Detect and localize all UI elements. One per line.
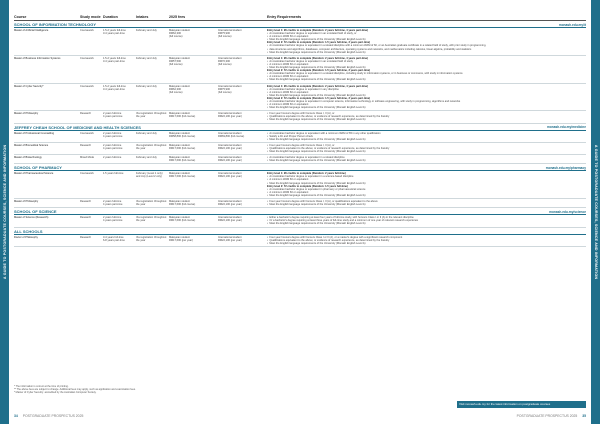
fee-malaysian xyxy=(169,144,218,153)
requirement-line: • Meet the English language requirements of the University (Monash English Level A) xyxy=(267,51,584,54)
course-name: Doctor of Philosophy xyxy=(14,235,38,239)
fee-malaysian xyxy=(169,85,218,110)
intakes xyxy=(136,236,169,245)
page-number-left: 34 xyxy=(14,414,18,418)
fee-line: Malaysian student xyxy=(169,143,190,147)
entry-requirements xyxy=(267,236,586,245)
duration-line: 1.5-2 years full-time xyxy=(103,56,126,60)
entry-requirements xyxy=(267,57,586,82)
fee-line: International student xyxy=(218,29,242,32)
study-mode: Coursework xyxy=(80,29,94,32)
duration-line: 2 years full-time xyxy=(103,216,122,220)
intake-line: February and July xyxy=(136,131,157,135)
study-mode: Coursework xyxy=(80,56,94,60)
fee-line: Malaysian student xyxy=(169,131,190,135)
fee-line: RM17,600 (full course) xyxy=(169,146,196,150)
requirement-line: • Meet the English language requirements of the University (Monash English Level A) xyxy=(267,242,584,245)
intakes xyxy=(136,200,169,206)
fee-line: International student xyxy=(218,131,242,135)
fee-line: RM22,100 (per year) xyxy=(218,146,242,150)
requirement-line: • Or a bachelor's degree requiring at least three years of full-time study and a minimum of one year of relevant research experience xyxy=(267,219,584,222)
entry-requirements xyxy=(267,216,586,225)
section-title: SCHOOL OF INFORMATION TECHNOLOGY xyxy=(14,22,97,27)
fee-malaysian xyxy=(169,172,218,197)
fee-line: International student xyxy=(218,216,242,220)
requirement-line: • An Australian bachelor degree or equivalent in an unrelated field of study xyxy=(267,60,584,63)
duration-line: 3-4 years full-time xyxy=(103,235,124,239)
course-name: Master of Biotechnology xyxy=(14,156,42,160)
column-header-intakes: Intakes xyxy=(136,15,149,19)
requirement-line: • Satisfy a Fit and Proper Person check xyxy=(267,135,584,138)
requirement-line: • Four-year honours degree with honours Class I, II (A), or qualifications equivalent to the above xyxy=(267,200,584,203)
fee-international xyxy=(218,144,267,153)
entry-requirements xyxy=(267,172,586,197)
fee-malaysian xyxy=(169,200,218,206)
duration-line: 3-4 years part-time xyxy=(103,59,125,63)
fee-line: International student xyxy=(218,156,242,160)
column-header-study-mode: Study mode xyxy=(80,15,101,19)
course-row xyxy=(14,143,586,155)
course-row xyxy=(14,215,586,227)
right-side-strip xyxy=(591,0,600,424)
duration xyxy=(103,236,136,245)
fee-line: Malaysian student xyxy=(169,235,190,239)
duration-line: 1.5-2 years full-time xyxy=(103,84,126,88)
requirement-line: Entry level 1: 96 credits to complete (Duration: 2 years full-time, 4 years part-time) xyxy=(267,84,368,88)
course-name: Master of Cyber Security* xyxy=(14,84,44,88)
fee-line: International student xyxy=(218,200,242,204)
requirement-line: • Meet the English language requirements of the University (Monash English Level A) xyxy=(267,203,584,206)
fee-line: (full course) xyxy=(169,62,183,66)
study-mode: Coursework xyxy=(80,84,94,88)
course-row xyxy=(14,56,586,84)
requirement-line: • A minimum WAM 60 or equivalent xyxy=(267,103,584,106)
requirement-line: • An Australian bachelor degree or equivalent in a science-based discipline xyxy=(267,175,584,178)
course-name: Master of Science (Research) xyxy=(14,216,49,220)
fee-line: Malaysian student xyxy=(169,56,190,60)
intake-line: Via registration throughout the year xyxy=(136,216,167,223)
duration xyxy=(103,144,136,153)
fee-line: International student xyxy=(218,56,242,60)
requirement-line: • An Australian bachelor degree or equivalent with a minimum WAM of 65 in any other qualification xyxy=(267,132,584,135)
requirement-line: • An Australian bachelor degree or equivalent in any discipline xyxy=(267,88,584,91)
fee-line: RM22,100 (per year) xyxy=(218,203,242,207)
page-number-right: 35 xyxy=(582,414,586,418)
requirement-line: • An Australian bachelor degree or equivalent in a related discipline with a minimum WAM of 60, or an Australian graduate certificate in a related field of study, with prior study in programming, xyxy=(267,44,584,47)
duration xyxy=(103,57,136,82)
course-row xyxy=(14,171,586,199)
requirement-line: • A minimum WAM 60 or equivalent xyxy=(267,191,584,194)
fee-malaysian xyxy=(169,57,218,82)
fee-international xyxy=(218,57,267,82)
sections-container xyxy=(14,22,586,247)
fee-line: Malaysian student xyxy=(169,29,190,32)
duration-line: 6-8 years part-time xyxy=(103,238,125,242)
visit-website-banner[interactable]: Visit monash.edu.my for the latest information on postgraduate courses xyxy=(457,401,586,408)
requirement-line: • Meet the English language requirements of the University (Monash English Level A) xyxy=(267,222,584,225)
intakes xyxy=(136,216,169,225)
course-name: Master of Pharmaceutical Science xyxy=(14,172,54,176)
duration xyxy=(103,172,136,197)
study-mode: Mixed Mode xyxy=(80,156,95,160)
left-side-strip xyxy=(0,0,9,424)
fee-line: Malaysian student xyxy=(169,84,190,88)
footer-left-text: POSTGRADUATE PROSPECTUS 2025 xyxy=(22,414,84,418)
section-title: SCHOOL OF SCIENCE xyxy=(14,209,57,215)
requirement-line: • Meet the English language requirements of the University (Monash English Level A) xyxy=(267,66,584,69)
fee-malaysian xyxy=(169,132,218,141)
course-table xyxy=(14,14,586,409)
requirement-line: Entry level 1: 96 credits to complete (Duration: 2 years full-time) xyxy=(267,172,346,176)
study-mode: Research xyxy=(80,112,92,116)
requirement-line: • Meet the English language requirements of the University (Monash English Level A) xyxy=(267,118,584,121)
requirement-line: • An Australian bachelor degree or equivalent in pharmacy or pharmaceutical science xyxy=(267,188,584,191)
fee-line: Malaysian student xyxy=(169,156,190,160)
footer-right-text: POSTGRADUATE PROSPECTUS 2025 xyxy=(516,414,578,418)
duration-line: 4 years part-time xyxy=(103,146,123,150)
course-name: Master of Artificial Intelligence xyxy=(14,29,49,32)
duration xyxy=(103,29,136,54)
intakes xyxy=(136,85,169,110)
fee-line: RM70,300 xyxy=(218,59,230,63)
requirement-line: Entry level 2: 72 credits to complete (Duration: 1.5 years full-time, 3 years part-time) xyxy=(267,96,371,100)
intake-line: Via registration throughout the year xyxy=(136,143,167,150)
requirement-line: • Meet the English language requirements of the University (Monash English Level A) xyxy=(267,182,584,185)
column-header-fees: 2025 fees xyxy=(169,15,186,19)
requirement-line: • Meet the English language requirements of the University (Monash English Level A) xyxy=(267,38,584,41)
intake-line: Via registration throughout the year xyxy=(136,112,167,119)
fee-international xyxy=(218,132,267,141)
section-link[interactable]: monash.edu.my/pharmacy xyxy=(545,165,586,170)
requirement-line: • Four-year honours degree with honours Class I or II (A), or a master's degree with a significant research component xyxy=(267,236,584,239)
fee-line: RM22,100 (per year) xyxy=(218,238,242,242)
requirement-line: • Meet the English language requirements of the University (Monash English Level A) xyxy=(267,194,584,197)
requirement-line: Entry level 1: 96 credits to complete (Duration: 2 years full-time, 4 years part-time) xyxy=(267,56,368,60)
intake-line: February and July xyxy=(136,84,157,88)
column-header-course: Course xyxy=(14,15,27,19)
fee-line: RM17,600 (full course) xyxy=(169,219,196,223)
section-title: JEFFREY CHEAH SCHOOL OF MEDICINE AND HEALTH SCIENCES xyxy=(14,124,141,130)
requirement-line: • Meet the English language requirements of the University (Monash English Level A) xyxy=(267,159,584,162)
fee-line: (full course) xyxy=(218,35,232,39)
fee-line: RM17,600 (full course) xyxy=(169,159,196,163)
footer-left xyxy=(14,414,83,418)
entry-requirements xyxy=(267,200,586,206)
left-side-label: A GUIDE TO POSTGRADUATE COURSES, SCIENCE AND INFORMATION xyxy=(2,144,7,280)
fee-international xyxy=(218,156,267,162)
course-name: Master of Biomedical Science xyxy=(14,143,49,147)
course-row xyxy=(14,111,586,123)
requirement-line: Entry level 2: 72 credits to complete (Duration: 1.5 years full-time, 3 years part-time) xyxy=(267,69,371,73)
requirement-line: • Qualifications equivalent to the above; or evidence of research experience, as determined by the Faculty xyxy=(267,115,584,118)
entry-requirements xyxy=(267,144,586,153)
intake-line: February and July xyxy=(136,56,157,60)
duration-line: 2 years full-time xyxy=(103,143,122,147)
fee-line: RM17,600 (full course) xyxy=(169,115,196,119)
fee-malaysian xyxy=(169,112,218,121)
footnote: * The information is correct at the time of printing. xyxy=(14,385,69,388)
intakes xyxy=(136,132,169,141)
right-side-label: A GUIDE TO POSTGRADUATE COURSES, SCIENCE AND INFORMATION xyxy=(593,144,598,280)
duration-line: 1.5 years full-time xyxy=(103,172,124,176)
fee-international xyxy=(218,200,267,206)
fee-line: International student xyxy=(218,235,242,239)
entry-requirements xyxy=(267,156,586,162)
footnote: * Master of Cyber Security: accredited by the Australian Computer Society. xyxy=(14,391,97,395)
duration-line: 3-4 years part-time xyxy=(103,87,125,91)
fee-international xyxy=(218,172,267,197)
entry-requirements xyxy=(267,112,586,121)
fee-line: (full course) xyxy=(218,62,232,66)
duration-line: 2 years full-time xyxy=(103,131,122,135)
intakes xyxy=(136,172,169,197)
entry-requirements xyxy=(267,132,586,141)
study-mode: Research xyxy=(80,200,92,204)
fee-line: RM17,600 (full course) xyxy=(169,175,196,179)
intakes xyxy=(136,29,169,54)
course-name: Master of Philosophy xyxy=(14,200,39,204)
duration-line: 2 years full-time xyxy=(103,156,122,160)
intakes xyxy=(136,144,169,153)
entry-requirements xyxy=(267,29,586,54)
fee-line: RM22,100 (per year) xyxy=(218,115,242,119)
section-title: ALL SCHOOLS xyxy=(14,228,43,234)
duration xyxy=(103,85,136,110)
section-link[interactable]: monash.edu.my/it xyxy=(558,22,586,27)
course-name: Master of Professional Counselling xyxy=(14,131,55,135)
intake-line: Via registration throughout the year xyxy=(136,200,167,207)
requirement-line: • Four-year honours degree with honours Class I, II (A), or xyxy=(267,144,584,147)
fee-line: International student xyxy=(218,84,242,88)
intakes xyxy=(136,112,169,121)
fee-line: (full course) xyxy=(218,90,232,94)
duration xyxy=(103,216,136,225)
requirement-line: • A minimum WAM 60 or equivalent xyxy=(267,63,584,66)
duration xyxy=(103,200,136,206)
fee-line: RM22,100 (per year) xyxy=(218,219,242,223)
study-mode: Research xyxy=(80,143,92,147)
requirement-line: • A minimum WAM 60 or equivalent xyxy=(267,91,584,94)
course-name: Master of Business Information Systems xyxy=(14,56,61,60)
duration xyxy=(103,112,136,121)
requirement-line: • A minimum WAM 60 or equivalent xyxy=(267,75,584,78)
intake-line: February and July xyxy=(136,156,157,160)
duration-line: 4 years part-time xyxy=(103,203,123,207)
section-title: SCHOOL OF PHARMACY xyxy=(14,165,62,171)
fee-malaysian xyxy=(169,236,218,245)
fee-international xyxy=(218,216,267,225)
study-mode: Coursework xyxy=(80,172,94,176)
requirement-line: • Meet the English language requirements of the University (Monash English Level A) xyxy=(267,78,584,81)
column-header-row xyxy=(14,14,586,21)
requirement-line: Entry level 2: 72 credits to complete (Duration: 1.5 years full-time) xyxy=(267,184,348,188)
course-row xyxy=(14,235,586,247)
fee-line: RM62,300 xyxy=(169,32,181,36)
requirement-line: • Four-year honours degree with honours Class I, II (A), or xyxy=(267,112,584,115)
fee-line: RM22,100 (per year) xyxy=(218,175,242,179)
intake-line: Via registration throughout the year xyxy=(136,235,167,242)
requirement-line: Entry level 2: 72 credits to complete (Duration: 1.5 years full-time, 3 years part-time) xyxy=(267,41,371,45)
requirement-line: • An Australian bachelor degree or equivalent in an unrelated field of study, or xyxy=(267,32,584,35)
requirement-line: • Meet the English language requirements of the University (Monash English Level A) xyxy=(267,94,584,97)
column-header-entry-requirements: Entry Requirements xyxy=(267,15,302,19)
requirement-line: • An Australian bachelor degree or equivalent in a related discipline xyxy=(267,156,584,159)
requirement-line: • Meet the English language requirements of the University (Monash English Level A) xyxy=(267,106,584,109)
fee-line: (full course) xyxy=(169,90,183,94)
fee-malaysian xyxy=(169,216,218,225)
requirement-line: • data structures and algorithms, databases, computer architecture, operating systems and networks, and mathematics including calculus, linear algebra, probability and statistics xyxy=(267,48,584,51)
duration-line: 4 years part-time xyxy=(103,219,123,223)
requirement-line: • A minimum WAM 60 or equivalent xyxy=(267,178,584,181)
duration-line: 4 years part-time xyxy=(103,134,123,138)
requirement-line: • Meet the English language requirements of the University (Monash English Level A) xyxy=(267,150,584,153)
course-row xyxy=(14,131,586,143)
column-header-duration: Duration xyxy=(103,15,118,19)
fee-line: RM75,900 xyxy=(218,32,230,36)
study-mode: Research xyxy=(80,235,92,239)
requirement-line: • A minimum WAM 60 or equivalent xyxy=(267,35,584,38)
requirement-line: • Meet the English language requirements of the University (Monash English Level A) xyxy=(267,138,584,141)
fee-international xyxy=(218,85,267,110)
fee-line: (full course) xyxy=(169,35,183,39)
fee-line: RM57,500 xyxy=(169,59,181,63)
section-link[interactable]: monash.edu.my/medicine xyxy=(547,125,586,130)
fee-line: Malaysian student xyxy=(169,216,190,220)
footer-right xyxy=(517,414,586,418)
duration xyxy=(103,156,136,162)
fee-international xyxy=(218,112,267,121)
fee-international xyxy=(218,236,267,245)
requirement-line: Entry level 1: 96 credits to complete (Duration: 2 years full-time, 4 years part-time) xyxy=(267,29,368,32)
fee-line: International student xyxy=(218,112,242,116)
section-link[interactable]: monash.edu.my/science xyxy=(549,209,586,214)
fee-line: Malaysian student xyxy=(169,172,190,176)
footnote: ** The above fees are subject to change. Additional fees may apply, such as application and examination fees. xyxy=(14,388,136,392)
intake-line: February and July xyxy=(136,29,157,32)
fee-line: RM75,900 xyxy=(218,87,230,91)
course-name: Master of Philosophy xyxy=(14,112,39,116)
duration-line: 2 years full-time xyxy=(103,200,122,204)
duration-line: 2 years full-time xyxy=(103,112,122,116)
fee-line: RM62,300 xyxy=(169,87,181,91)
study-mode: Research xyxy=(80,216,92,220)
fee-malaysian xyxy=(169,156,218,162)
requirement-line: • An Australian bachelor degree or equivalent in computer science, information technology or software engineering, with study in programming, algorithms and networks xyxy=(267,100,584,103)
requirement-line: • Either a bachelor's degree requiring at least four years of full-time study, with honours Class I or II (A) in the relevant discipline xyxy=(267,216,584,219)
course-row xyxy=(14,84,586,112)
duration-line: 1.5-2 years full-time xyxy=(103,29,126,32)
duration-line: 3-4 years part-time xyxy=(103,32,125,36)
requirement-line: • Qualifications equivalent to the above; or evidence of research experience, as determined by the Faculty xyxy=(267,239,584,242)
footnotes xyxy=(14,385,454,394)
intakes xyxy=(136,57,169,82)
entry-requirements xyxy=(267,85,586,110)
course-row xyxy=(14,155,586,164)
fee-line: RM17,600 (full course) xyxy=(169,203,196,207)
fee-line: RM69,800 (full course) xyxy=(218,134,245,138)
fee-international xyxy=(218,29,267,54)
fee-line: International student xyxy=(218,143,242,147)
fee-malaysian xyxy=(169,29,218,54)
duration-line: 4 years part-time xyxy=(103,115,123,119)
fee-line: RM58,800 (full course) xyxy=(169,134,196,138)
intake-line: and July (Level 2 only) xyxy=(136,175,162,179)
requirement-line: • An Australian bachelor degree or equivalent in a related discipline, including study in information systems, or in business or commerce, with study in information systems xyxy=(267,72,584,75)
intakes xyxy=(136,156,169,162)
fee-line: RM22,100 (per year) xyxy=(218,159,242,163)
intake-line: February (Level 1 only) xyxy=(136,172,163,176)
duration xyxy=(103,132,136,141)
course-row xyxy=(14,199,586,208)
fee-line: Malaysian student xyxy=(169,200,190,204)
requirement-line: • Qualifications equivalent to the above; or evidence of research experience, as determined by the Faculty xyxy=(267,147,584,150)
fee-line: RM17,600 (per year) xyxy=(169,238,193,242)
course-row xyxy=(14,28,586,56)
fee-line: International student xyxy=(218,172,242,176)
study-mode: Coursework xyxy=(80,131,94,135)
fee-line: Malaysian student xyxy=(169,112,190,116)
